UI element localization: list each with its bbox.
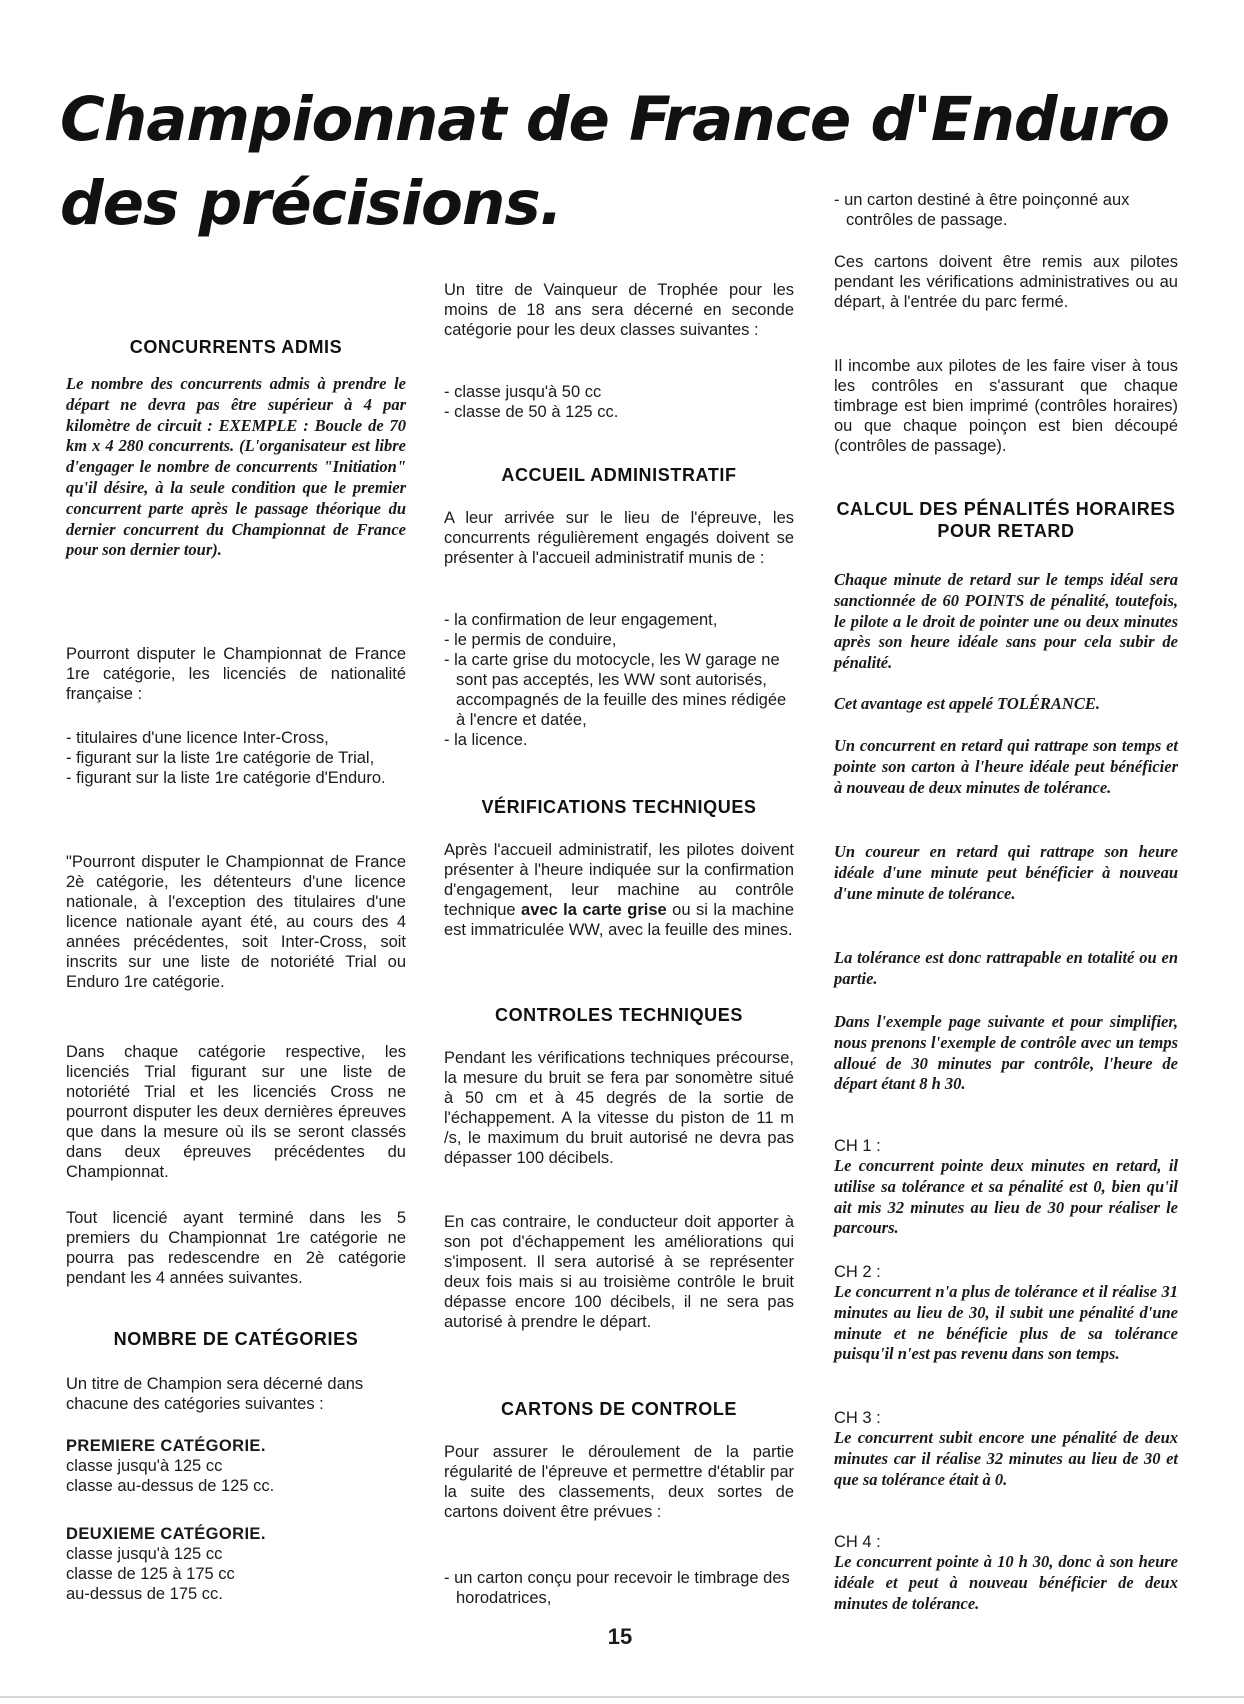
ch1-label: CH 1 : — [834, 1137, 881, 1155]
list-licences-1re — [66, 728, 406, 788]
paragraph-verifications — [444, 840, 794, 940]
list-item: - classe jusqu'à 50 cc — [444, 382, 794, 402]
heading-accueil-administratif: ACCUEIL ADMINISTRATIF — [501, 465, 737, 485]
class-line: classe jusqu'à 125 cc — [66, 1545, 223, 1563]
page-title-line-1: Championnat de France d'Enduro — [60, 84, 1170, 155]
paragraph-concurrents-admis: Le nombre des concurrents admis à prendre le départ ne devra pas être supérieur à 4 par kilomètre de circuit : EXEMPLE : Boucle de 70 km x 4 280 concurrents. (L'organisateur est libre d'engager le nombre de concurrents "Initiation" qu'il désire, à la seule condition que le premier concurrent parte après le passage théorique du dernier concurrent du Championnat de France pour son dernier tour). — [66, 374, 406, 560]
list-item: - figurant sur la liste 1re catégorie de Trial, — [66, 748, 406, 768]
list-cartons — [444, 1568, 794, 1608]
list-item: - titulaires d'une licence Inter-Cross, — [66, 728, 406, 748]
ch4-block — [834, 1532, 1178, 1614]
paragraph-tolerance-avantage: Cet avantage est appelé TOLÉRANCE. — [834, 694, 1100, 713]
heading-concurrents-admis: CONCURRENTS ADMIS — [129, 337, 343, 357]
paragraph-concurrent-rattrape: Un concurrent en retard qui rattrape son temps et pointe son carton à l'heure idéale peut bénéficier à nouveau de deux minutes de tolérance. — [834, 736, 1178, 797]
deuxieme-categorie-heading: DEUXIEME CATÉGORIE. — [66, 1525, 266, 1543]
class-line: classe de 125 à 175 cc — [66, 1565, 235, 1583]
list-item: - un carton conçu pour recevoir le timbrage des horodatrices, — [444, 1568, 794, 1608]
heading-nombre-categories: NOMBRE DE CATÉGORIES — [113, 1329, 359, 1349]
premiere-categorie — [66, 1436, 406, 1496]
paragraph-titre-champion: Un titre de Champion sera décerné dans chacune des catégories suivantes : — [66, 1375, 364, 1413]
list-item: - figurant sur la liste 1re catégorie d'Enduro. — [66, 768, 406, 788]
paragraph-coureur-rattrape: Un coureur en retard qui rattrape son heure idéale d'une minute peut bénéficier à nouveau d'une minute de tolérance. — [834, 842, 1178, 903]
list-item: - la carte grise du motocycle, les W garage ne sont pas acceptés, les WW sont autorisés, accompagnés de la feuille des mines rédigée à l'encre et datée, — [444, 650, 794, 730]
ch2-block — [834, 1262, 1178, 1365]
bottom-edge-rule — [0, 1696, 1244, 1698]
list-item: - la confirmation de leur engagement, — [444, 610, 794, 630]
ch2-label: CH 2 : — [834, 1263, 881, 1281]
ch3-text: Le concurrent subit encore une pénalité de deux minutes car il réalise 32 minutes au lieu de 30 et que sa tolérance était à 0. — [834, 1428, 1178, 1489]
paragraph-chaque-categorie: Dans chaque catégorie respective, les licenciés Trial figurant sur une liste de notoriété Trial et les licenciés Cross ne pourront disputer les deux dernières épreuves que dans la mesure où ils se seront classés dans deux épreuves précédentes du Championnat. — [66, 1043, 406, 1181]
class-line: classe jusqu'à 125 cc — [66, 1457, 223, 1475]
list-item: - la licence. — [444, 730, 794, 750]
heading-calcul-line-2: POUR RETARD — [937, 521, 1075, 541]
list-item: - le permis de conduire, — [444, 630, 794, 650]
paragraph-cas-contraire: En cas contraire, le conducteur doit apporter à son pot d'échappement les améliorations qui s'imposent. Il sera autorisé à se représenter deux fois mais si au troisième contrôle le bruit dépasse encore 100 décibels, il ne sera pas autorisé à prendre le départ. — [444, 1213, 794, 1331]
paragraph-tout-licencie: Tout licencié ayant terminé dans les 5 premiers du Championnat 1re catégorie ne pourra pas redescendre en 2è catégorie pendant les 4 années suivantes. — [66, 1209, 406, 1287]
heading-verifications-techniques: VÉRIFICATIONS TECHNIQUES — [481, 797, 757, 817]
list-item: - classe de 50 à 125 cc. — [444, 402, 794, 422]
ch2-text: Le concurrent n'a plus de tolérance et il réalise 31 minutes au lieu de 30, il subit une pénalité d'une minute et ne bénéficie plus de sa tolérance puisqu'il n'est pas revenu dans son temps. — [834, 1282, 1178, 1364]
paragraph-controles: Pendant les vérifications techniques précourse, la mesure du bruit se fera par sonomètre situé à 50 cm et à 45 degrés de la sortie de l'échappement. A la vitesse du piston de 11 m /s, le maximum du bruit autorisé ne devra pas dépasser 100 décibels. — [444, 1049, 794, 1167]
list-cartons-suite — [834, 190, 1178, 230]
paragraph-incombe: Il incombe aux pilotes de les faire viser à tous les contrôles en s'assurant que chaque timbrage est bien imprimé (contrôles horaires) ou que chaque poinçon est bien découpé (contrôles de passage). — [834, 357, 1178, 455]
class-line: classe au-dessus de 125 cc. — [66, 1477, 275, 1495]
paragraph-cartons: Pour assurer le déroulement de la partie régularité de l'épreuve et permettre d'établir par la suite des classements, deux sortes de cartons doivent être prévues : — [444, 1443, 794, 1521]
paragraph-pourront-2e: "Pourront disputer le Championnat de France 2è catégorie, les détenteurs d'une licence nationale, à l'exception des titulaires d'une licence nationale ayant été, au cours des 4 années précédentes, soit Inter-Cross, soit inscrits sur une liste de notoriété Trial ou Enduro 1re catégorie. — [66, 853, 406, 991]
heading-cartons-controle: CARTONS DE CONTROLE — [500, 1399, 738, 1419]
paragraph-minute-retard: Chaque minute de retard sur le temps idéal sera sanctionnée de 60 POINTS de pénalité, toutefois, le pilote a le droit de pointer une ou deux minutes après son heure idéale sans pour cela subir de pénalité. — [834, 570, 1178, 673]
ch4-label: CH 4 : — [834, 1533, 881, 1551]
paragraph-exemple: Dans l'exemple page suivante et pour simplifier, nous prenons l'exemple de contrôle avec un temps alloué de 30 minutes par contrôle, l'heure de départ étant 8 h 30. — [834, 1012, 1178, 1094]
ch3-label: CH 3 : — [834, 1409, 881, 1427]
page-title-line-2: des précisions. — [60, 168, 562, 239]
verif-text-end: ou si la machine est immatriculée WW, avec la feuille des mines. — [444, 901, 794, 939]
paragraph-cartons-remis: Ces cartons doivent être remis aux pilotes pendant les vérifications administratives ou au départ, à l'entrée du parc fermé. — [834, 253, 1178, 311]
ch3-block — [834, 1408, 1178, 1490]
paragraph-pourront-1re: Pourront disputer le Championnat de France 1re catégorie, les licenciés de nationalité française : — [66, 645, 406, 703]
ch1-text: Le concurrent pointe deux minutes en retard, il utilise sa tolérance et sa pénalité est 0, bien qu'il ait mis 32 minutes au lieu de 30 pour réaliser le parcours. — [834, 1156, 1178, 1238]
paragraph-accueil: A leur arrivée sur le lieu de l'épreuve, les concurrents régulièrement engagés doivent se présenter à l'accueil administratif munis de : — [444, 509, 794, 567]
ch1-block — [834, 1136, 1178, 1239]
heading-calcul-line-1: CALCUL DES PÉNALITÉS HORAIRES — [836, 499, 1176, 519]
list-item: - un carton destiné à être poinçonné aux contrôles de passage. — [834, 190, 1178, 230]
deuxieme-categorie — [66, 1524, 406, 1604]
premiere-categorie-heading: PREMIERE CATÉGORIE. — [66, 1437, 266, 1455]
heading-calcul-penalites — [834, 498, 1178, 542]
page-number: 15 — [607, 1624, 633, 1649]
paragraph-tolerance-rattrapable: La tolérance est donc rattrapable en totalité ou en partie. — [834, 948, 1178, 988]
heading-controles-techniques: CONTROLES TECHNIQUES — [494, 1005, 743, 1025]
verif-text-bold: avec la carte grise — [521, 901, 667, 919]
list-documents-accueil — [444, 610, 794, 750]
list-classes-trophee — [444, 382, 794, 422]
class-line: au-dessus de 175 cc. — [66, 1585, 223, 1603]
verif-text-start: Après l'accueil administratif, les pilotes doivent présenter à l'heure indiquée sur la confirmation d'engagement, leur machine au contrôle technique — [444, 841, 794, 919]
paragraph-trophee: Un titre de Vainqueur de Trophée pour les moins de 18 ans sera décerné en seconde catégorie pour les deux classes suivantes : — [444, 281, 794, 339]
ch4-text: Le concurrent pointe à 10 h 30, donc à son heure idéale et peut à nouveau bénéficier de deux minutes de tolérance. — [834, 1552, 1178, 1613]
